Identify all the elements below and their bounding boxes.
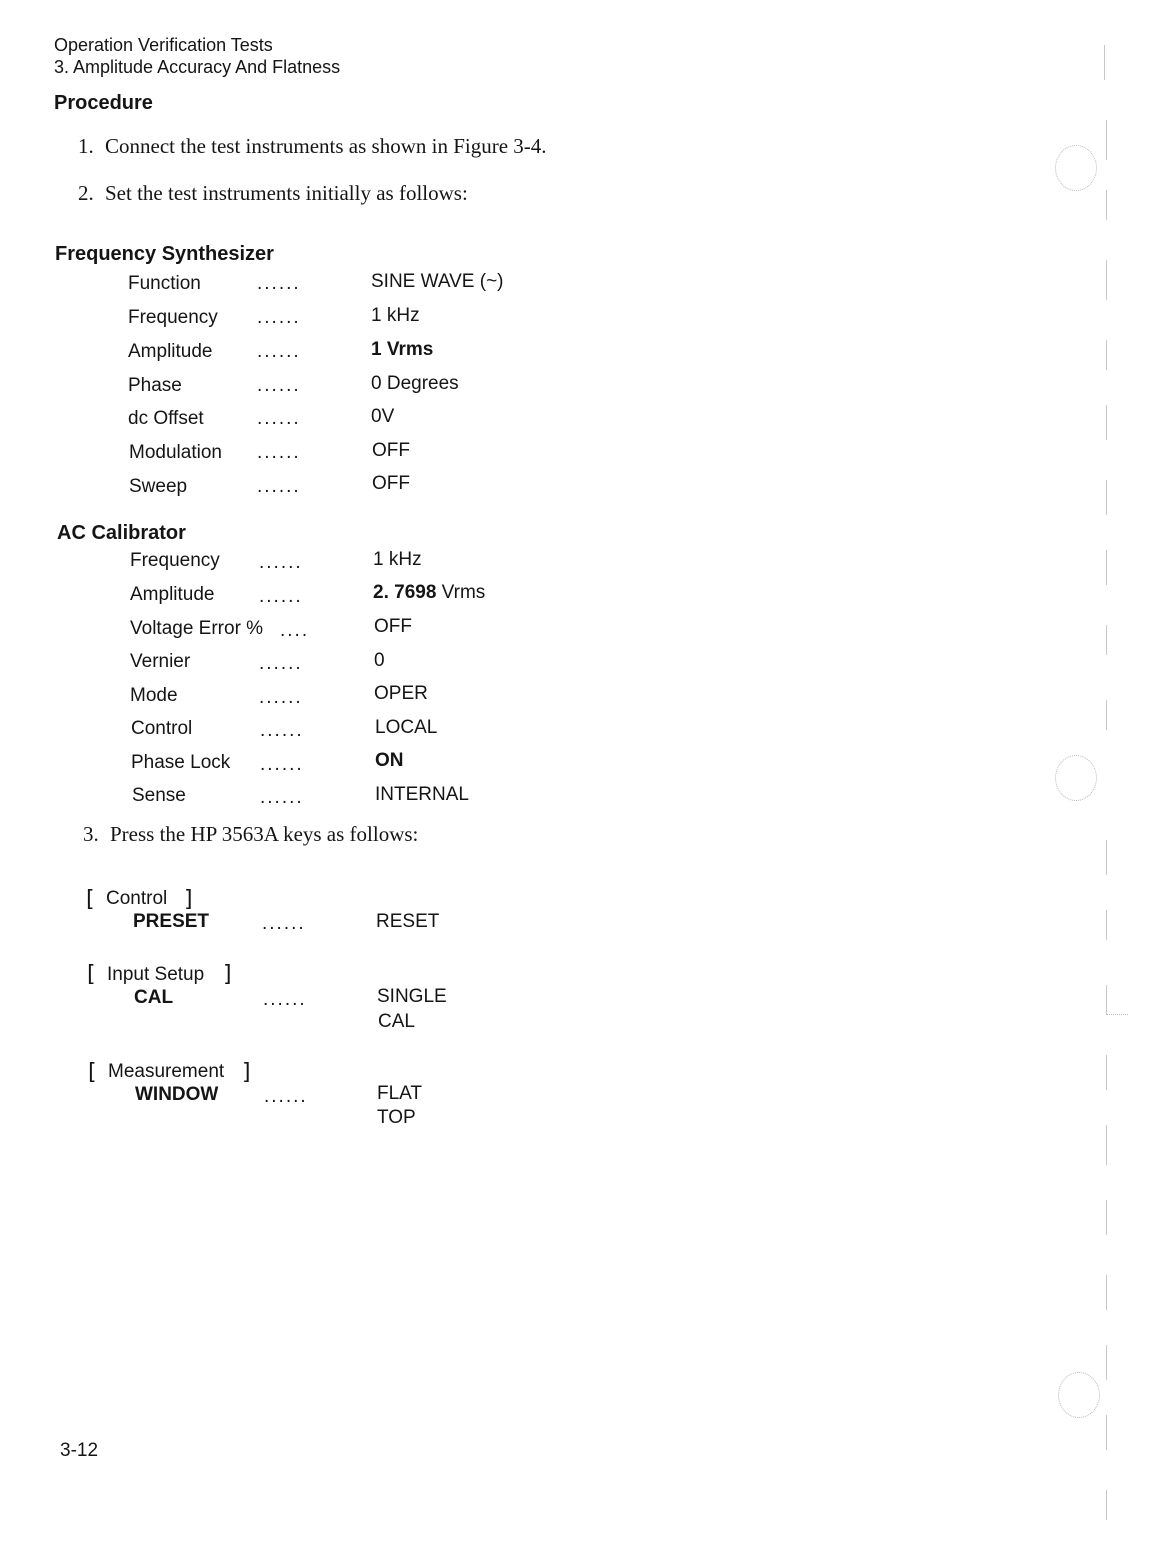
leader-dots: ...... bbox=[257, 442, 301, 463]
leader-dots: ...... bbox=[264, 1086, 308, 1107]
cal-value-amplitude bbox=[373, 582, 485, 604]
cal-value-phase-lock: ON bbox=[375, 750, 404, 771]
cal-value-mode: OPER bbox=[374, 683, 428, 704]
leader-dots: ...... bbox=[257, 476, 301, 497]
binder-edge-mark bbox=[1106, 700, 1107, 730]
key-preset-value: RESET bbox=[376, 911, 440, 932]
leader-dots: ...... bbox=[259, 687, 303, 708]
step-1-text: Connect the test instruments as shown in Figure 3-4. bbox=[105, 134, 547, 158]
step-3-number: 3. bbox=[83, 822, 99, 846]
leader-dots: ...... bbox=[257, 307, 301, 328]
synth-label-amplitude: Amplitude bbox=[128, 341, 213, 362]
binder-edge-mark bbox=[1106, 405, 1107, 440]
synth-label-phase: Phase bbox=[128, 375, 182, 396]
running-header-title: Operation Verification Tests bbox=[54, 35, 273, 55]
binder-edge-mark bbox=[1106, 1125, 1107, 1165]
key-window: WINDOW bbox=[135, 1084, 219, 1105]
synth-label-modulation: Modulation bbox=[129, 442, 222, 463]
bracket-open-icon: [ bbox=[87, 962, 96, 987]
page-number: 3-12 bbox=[60, 1440, 99, 1461]
cal-label-vernier: Vernier bbox=[130, 651, 191, 672]
key-window-value-line2: TOP bbox=[377, 1107, 416, 1128]
bracket-open-icon: [ bbox=[88, 1060, 97, 1085]
bracket-close-icon: ] bbox=[223, 962, 232, 987]
bracket-close-icon: ] bbox=[242, 1060, 251, 1085]
binder-edge-mark bbox=[1106, 1415, 1107, 1450]
binder-edge-mark bbox=[1106, 1490, 1107, 1520]
leader-dots: ...... bbox=[257, 341, 301, 362]
binder-edge-mark bbox=[1106, 120, 1107, 160]
key-cal-value-line2: CAL bbox=[378, 1011, 415, 1032]
step-1-number: 1. bbox=[78, 134, 94, 158]
step-2-text: Set the test instruments initially as follows: bbox=[105, 181, 468, 205]
cal-value-voltage-error: OFF bbox=[374, 616, 412, 637]
synth-value-amplitude: 1 Vrms bbox=[371, 339, 434, 360]
bracket-close-icon: ] bbox=[184, 887, 193, 912]
synth-value-phase: 0 Degrees bbox=[371, 373, 459, 394]
key-group-control: Control bbox=[106, 888, 168, 909]
cal-label-frequency: Frequency bbox=[130, 550, 220, 571]
cal-value-amplitude-number: 2. 7698 bbox=[373, 582, 437, 603]
synth-value-sweep: OFF bbox=[372, 473, 410, 494]
cal-value-amplitude-unit: Vrms bbox=[436, 582, 486, 603]
leader-dots: ...... bbox=[257, 375, 301, 396]
leader-dots: ...... bbox=[257, 408, 301, 429]
section-title: Procedure bbox=[54, 92, 153, 114]
leader-dots: ...... bbox=[260, 754, 304, 775]
cal-label-sense: Sense bbox=[132, 785, 186, 806]
binder-edge-mark bbox=[1104, 45, 1105, 80]
punch-hole-icon bbox=[1055, 755, 1097, 801]
leader-dots: ...... bbox=[259, 586, 303, 607]
synth-label-frequency: Frequency bbox=[128, 307, 218, 328]
binder-edge-mark bbox=[1106, 340, 1107, 370]
bracket-open-icon: [ bbox=[86, 887, 95, 912]
step-2-number: 2. bbox=[78, 181, 94, 205]
key-cal-value-line1: SINGLE bbox=[377, 986, 447, 1007]
running-header-subtitle: 3. Amplitude Accuracy And Flatness bbox=[54, 57, 341, 77]
cal-label-mode: Mode bbox=[130, 685, 178, 706]
leader-dots: ...... bbox=[259, 653, 303, 674]
cal-label-phase-lock: Phase Lock bbox=[131, 752, 231, 773]
synth-value-dc-offset: 0V bbox=[371, 406, 395, 427]
leader-dots: ...... bbox=[260, 720, 304, 741]
key-preset: PRESET bbox=[133, 911, 210, 932]
binder-edge-mark bbox=[1106, 985, 1107, 1015]
binder-edge-mark bbox=[1106, 550, 1107, 585]
binder-edge-mark bbox=[1106, 1275, 1107, 1310]
step-3-text: Press the HP 3563A keys as follows: bbox=[110, 822, 419, 846]
binder-edge-mark bbox=[1106, 480, 1107, 515]
leader-dots: ...... bbox=[262, 913, 306, 934]
synthesizer-heading: Frequency Synthesizer bbox=[55, 243, 274, 265]
leader-dots: ...... bbox=[257, 273, 301, 294]
binder-edge-mark bbox=[1106, 625, 1107, 655]
synth-label-dc-offset: dc Offset bbox=[128, 408, 204, 429]
synth-label-sweep: Sweep bbox=[129, 476, 188, 497]
synth-value-modulation: OFF bbox=[372, 440, 410, 461]
cal-value-control: LOCAL bbox=[375, 717, 438, 738]
cal-value-frequency: 1 kHz bbox=[373, 549, 422, 570]
leader-dots: ...... bbox=[259, 552, 303, 573]
key-group-input-setup: Input Setup bbox=[107, 964, 205, 985]
calibrator-heading: AC Calibrator bbox=[57, 522, 186, 544]
leader-dots: ...... bbox=[260, 787, 304, 808]
cal-value-sense: INTERNAL bbox=[375, 784, 469, 805]
cal-label-amplitude: Amplitude bbox=[130, 584, 215, 605]
binder-edge-mark bbox=[1106, 1055, 1107, 1090]
binder-edge-mark bbox=[1106, 1200, 1107, 1235]
binder-edge-mark bbox=[1106, 910, 1107, 940]
binder-edge-mark bbox=[1106, 1345, 1107, 1380]
leader-dots: ...... bbox=[263, 989, 307, 1010]
synth-value-frequency: 1 kHz bbox=[371, 305, 420, 326]
synth-value-function: SINE WAVE (~) bbox=[371, 271, 504, 292]
binder-edge-mark bbox=[1106, 1014, 1128, 1015]
key-cal: CAL bbox=[134, 987, 174, 1008]
synth-label-function: Function bbox=[128, 273, 201, 294]
punch-hole-icon bbox=[1055, 145, 1097, 191]
binder-edge-mark bbox=[1106, 260, 1107, 300]
binder-edge-mark bbox=[1106, 190, 1107, 220]
cal-label-control: Control bbox=[131, 718, 193, 739]
key-group-measurement: Measurement bbox=[108, 1061, 225, 1082]
leader-dots: .... bbox=[280, 620, 310, 641]
punch-hole-icon bbox=[1058, 1372, 1100, 1418]
key-window-value-line1: FLAT bbox=[377, 1083, 423, 1104]
cal-value-vernier: 0 bbox=[374, 650, 385, 671]
binder-edge-mark bbox=[1106, 840, 1107, 875]
cal-label-voltage-error: Voltage Error % bbox=[130, 618, 264, 639]
